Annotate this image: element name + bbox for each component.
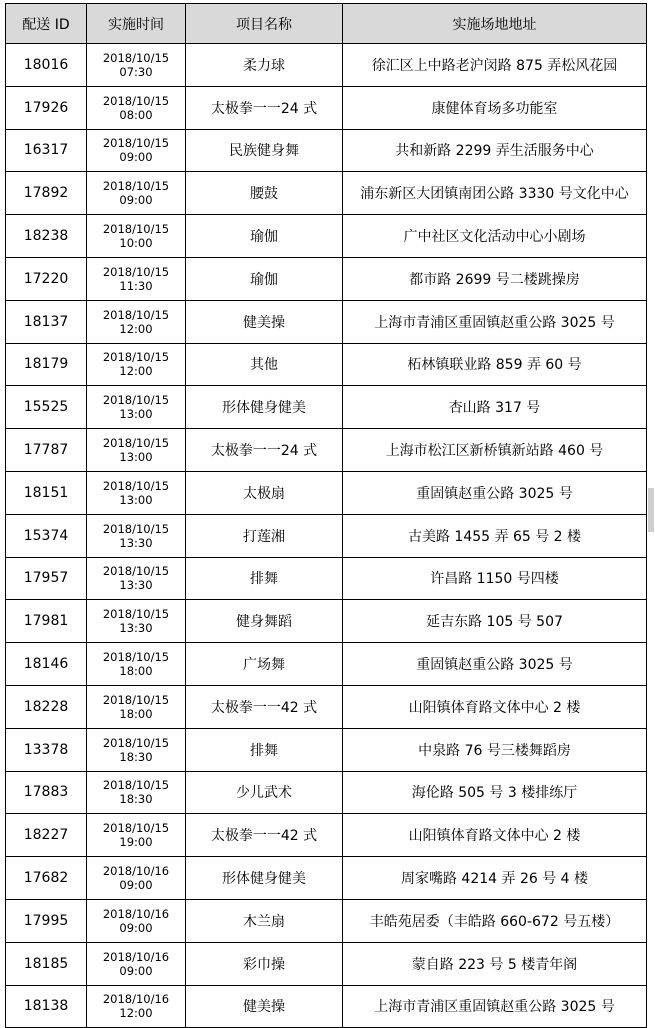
cell-address: 广中社区文化活动中心小剧场 bbox=[343, 215, 647, 258]
cell-hour: 08:00 bbox=[119, 107, 153, 122]
cell-name: 太极拳一一42 式 bbox=[186, 814, 343, 857]
cell-date: 2018/10/15 bbox=[102, 50, 170, 65]
table-row bbox=[6, 942, 647, 985]
cell-id: 17787 bbox=[6, 429, 87, 472]
scrollbar-thumb[interactable] bbox=[648, 488, 654, 532]
cell-id: 18138 bbox=[6, 985, 87, 1028]
cell-hour: 18:30 bbox=[119, 749, 153, 764]
cell-name: 彩巾操 bbox=[186, 942, 343, 985]
header-id: 配送 ID bbox=[6, 4, 87, 44]
cell-address: 许昌路 1150 号四楼 bbox=[343, 557, 647, 600]
cell-hour: 07:30 bbox=[119, 64, 153, 79]
cell-hour: 09:00 bbox=[119, 878, 153, 893]
cell-address: 徐汇区上中路老沪闵路 875 弄松风花园 bbox=[343, 44, 647, 87]
cell-hour: 13:30 bbox=[119, 621, 153, 636]
cell-time bbox=[87, 514, 186, 557]
cell-date: 2018/10/16 bbox=[102, 906, 170, 921]
cell-date: 2018/10/15 bbox=[102, 521, 170, 536]
table-row bbox=[6, 386, 647, 429]
cell-time bbox=[87, 643, 186, 686]
cell-id: 17926 bbox=[6, 86, 87, 129]
table-row bbox=[6, 86, 647, 129]
cell-date: 2018/10/15 bbox=[102, 821, 170, 836]
header-address: 实施场地地址 bbox=[343, 4, 647, 44]
table-row bbox=[6, 643, 647, 686]
cell-date: 2018/10/15 bbox=[102, 179, 170, 194]
cell-id: 18151 bbox=[6, 471, 87, 514]
cell-hour: 13:30 bbox=[119, 535, 153, 550]
cell-time bbox=[87, 300, 186, 343]
cell-id: 18179 bbox=[6, 343, 87, 386]
cell-date: 2018/10/15 bbox=[102, 607, 170, 622]
cell-date: 2018/10/15 bbox=[102, 93, 170, 108]
table-row bbox=[6, 44, 647, 87]
cell-name: 打莲湘 bbox=[186, 514, 343, 557]
cell-time bbox=[87, 771, 186, 814]
table-row bbox=[6, 728, 647, 771]
cell-date: 2018/10/15 bbox=[102, 692, 170, 707]
table-row bbox=[6, 300, 647, 343]
cell-name: 健美操 bbox=[186, 300, 343, 343]
cell-time bbox=[87, 343, 186, 386]
cell-id: 17682 bbox=[6, 857, 87, 900]
table-row bbox=[6, 514, 647, 557]
cell-name: 少儿武术 bbox=[186, 771, 343, 814]
cell-hour: 09:00 bbox=[119, 920, 153, 935]
cell-id: 18228 bbox=[6, 685, 87, 728]
table-row bbox=[6, 771, 647, 814]
cell-id: 18137 bbox=[6, 300, 87, 343]
cell-hour: 19:00 bbox=[119, 835, 153, 850]
table-row bbox=[6, 343, 647, 386]
cell-hour: 12:00 bbox=[119, 1006, 153, 1021]
cell-time bbox=[87, 985, 186, 1028]
cell-name: 木兰扇 bbox=[186, 899, 343, 942]
header-name: 项目名称 bbox=[186, 4, 343, 44]
table-row bbox=[6, 857, 647, 900]
cell-address: 山阳镇体育路文体中心 2 楼 bbox=[343, 814, 647, 857]
cell-address: 共和新路 2299 弄生活服务中心 bbox=[343, 129, 647, 172]
cell-address: 杏山路 317 号 bbox=[343, 386, 647, 429]
cell-address: 丰皓苑居委（丰皓路 660-672 号五楼） bbox=[343, 899, 647, 942]
cell-name: 太极拳一一42 式 bbox=[186, 685, 343, 728]
cell-name: 太极拳一一24 式 bbox=[186, 429, 343, 472]
cell-id: 18238 bbox=[6, 215, 87, 258]
cell-time bbox=[87, 685, 186, 728]
cell-date: 2018/10/15 bbox=[102, 350, 170, 365]
table-row bbox=[6, 215, 647, 258]
cell-name: 排舞 bbox=[186, 557, 343, 600]
cell-hour: 13:00 bbox=[119, 407, 153, 422]
cell-name: 健身舞蹈 bbox=[186, 600, 343, 643]
cell-id: 17981 bbox=[6, 600, 87, 643]
table-row bbox=[6, 129, 647, 172]
cell-address: 蒙自路 223 号 5 楼青年阁 bbox=[343, 942, 647, 985]
cell-date: 2018/10/15 bbox=[102, 778, 170, 793]
cell-id: 17883 bbox=[6, 771, 87, 814]
cell-id: 15525 bbox=[6, 386, 87, 429]
cell-time bbox=[87, 942, 186, 985]
header-time: 实施时间 bbox=[87, 4, 186, 44]
table-row bbox=[6, 557, 647, 600]
cell-date: 2018/10/15 bbox=[102, 307, 170, 322]
cell-time bbox=[87, 215, 186, 258]
cell-id: 13378 bbox=[6, 728, 87, 771]
cell-hour: 13:30 bbox=[119, 578, 153, 593]
table-row bbox=[6, 471, 647, 514]
cell-date: 2018/10/15 bbox=[102, 264, 170, 279]
cell-id: 17995 bbox=[6, 899, 87, 942]
cell-time bbox=[87, 728, 186, 771]
cell-address: 康健体育场多功能室 bbox=[343, 86, 647, 129]
cell-name: 健美操 bbox=[186, 985, 343, 1028]
cell-time bbox=[87, 557, 186, 600]
cell-date: 2018/10/15 bbox=[102, 222, 170, 237]
cell-name: 柔力球 bbox=[186, 44, 343, 87]
cell-date: 2018/10/15 bbox=[102, 136, 170, 151]
cell-name: 其他 bbox=[186, 343, 343, 386]
cell-hour: 11:30 bbox=[119, 278, 153, 293]
cell-address: 延吉东路 105 号 507 bbox=[343, 600, 647, 643]
schedule-table bbox=[5, 3, 647, 1028]
cell-id: 18227 bbox=[6, 814, 87, 857]
cell-address: 海伦路 505 号 3 楼排练厅 bbox=[343, 771, 647, 814]
cell-hour: 18:30 bbox=[119, 792, 153, 807]
cell-name: 瑜伽 bbox=[186, 215, 343, 258]
cell-time bbox=[87, 857, 186, 900]
cell-address: 上海市青浦区重固镇赵重公路 3025 号 bbox=[343, 300, 647, 343]
cell-address: 周家嘴路 4214 弄 26 号 4 楼 bbox=[343, 857, 647, 900]
cell-name: 形体健身健美 bbox=[186, 386, 343, 429]
cell-time bbox=[87, 814, 186, 857]
cell-date: 2018/10/16 bbox=[102, 949, 170, 964]
cell-name: 太极拳一一24 式 bbox=[186, 86, 343, 129]
cell-id: 18146 bbox=[6, 643, 87, 686]
cell-time bbox=[87, 471, 186, 514]
cell-time bbox=[87, 386, 186, 429]
cell-id: 18016 bbox=[6, 44, 87, 87]
cell-id: 16317 bbox=[6, 129, 87, 172]
cell-date: 2018/10/15 bbox=[102, 650, 170, 665]
cell-name: 瑜伽 bbox=[186, 257, 343, 300]
cell-name: 广场舞 bbox=[186, 643, 343, 686]
cell-time bbox=[87, 172, 186, 215]
cell-address: 上海市青浦区重固镇赵重公路 3025 号 bbox=[343, 985, 647, 1028]
cell-id: 17220 bbox=[6, 257, 87, 300]
cell-address: 浦东新区大团镇南团公路 3330 号文化中心 bbox=[343, 172, 647, 215]
cell-hour: 18:00 bbox=[119, 664, 153, 679]
cell-hour: 09:00 bbox=[119, 193, 153, 208]
cell-name: 民族健身舞 bbox=[186, 129, 343, 172]
table-row bbox=[6, 899, 647, 942]
cell-hour: 09:00 bbox=[119, 963, 153, 978]
cell-date: 2018/10/15 bbox=[102, 735, 170, 750]
cell-time bbox=[87, 86, 186, 129]
cell-time bbox=[87, 600, 186, 643]
cell-date: 2018/10/15 bbox=[102, 436, 170, 451]
cell-id: 18185 bbox=[6, 942, 87, 985]
table-row bbox=[6, 429, 647, 472]
table-row bbox=[6, 985, 647, 1028]
cell-hour: 09:00 bbox=[119, 150, 153, 165]
cell-hour: 12:00 bbox=[119, 364, 153, 379]
cell-hour: 18:00 bbox=[119, 706, 153, 721]
cell-time bbox=[87, 44, 186, 87]
cell-name: 太极扇 bbox=[186, 471, 343, 514]
cell-address: 重固镇赵重公路 3025 号 bbox=[343, 471, 647, 514]
cell-hour: 10:00 bbox=[119, 236, 153, 251]
cell-hour: 13:00 bbox=[119, 450, 153, 465]
header-row bbox=[6, 4, 647, 44]
cell-id: 17957 bbox=[6, 557, 87, 600]
cell-date: 2018/10/15 bbox=[102, 478, 170, 493]
cell-hour: 13:00 bbox=[119, 492, 153, 507]
cell-address: 柘林镇联业路 859 弄 60 号 bbox=[343, 343, 647, 386]
cell-id: 15374 bbox=[6, 514, 87, 557]
table-row bbox=[6, 172, 647, 215]
cell-address: 中泉路 76 号三楼舞蹈房 bbox=[343, 728, 647, 771]
cell-id: 17892 bbox=[6, 172, 87, 215]
table-row bbox=[6, 814, 647, 857]
table-row bbox=[6, 600, 647, 643]
cell-date: 2018/10/16 bbox=[102, 864, 170, 879]
cell-time bbox=[87, 899, 186, 942]
cell-date: 2018/10/15 bbox=[102, 393, 170, 408]
cell-name: 腰鼓 bbox=[186, 172, 343, 215]
cell-time bbox=[87, 129, 186, 172]
cell-hour: 12:00 bbox=[119, 321, 153, 336]
cell-address: 古美路 1455 弄 65 号 2 楼 bbox=[343, 514, 647, 557]
cell-date: 2018/10/16 bbox=[102, 992, 170, 1007]
cell-time bbox=[87, 257, 186, 300]
cell-address: 山阳镇体育路文体中心 2 楼 bbox=[343, 685, 647, 728]
cell-date: 2018/10/15 bbox=[102, 564, 170, 579]
cell-name: 形体健身健美 bbox=[186, 857, 343, 900]
cell-address: 都市路 2699 号二楼跳操房 bbox=[343, 257, 647, 300]
cell-time bbox=[87, 429, 186, 472]
cell-address: 上海市松江区新桥镇新站路 460 号 bbox=[343, 429, 647, 472]
table-row bbox=[6, 685, 647, 728]
cell-name: 排舞 bbox=[186, 728, 343, 771]
cell-address: 重固镇赵重公路 3025 号 bbox=[343, 643, 647, 686]
table-row bbox=[6, 257, 647, 300]
